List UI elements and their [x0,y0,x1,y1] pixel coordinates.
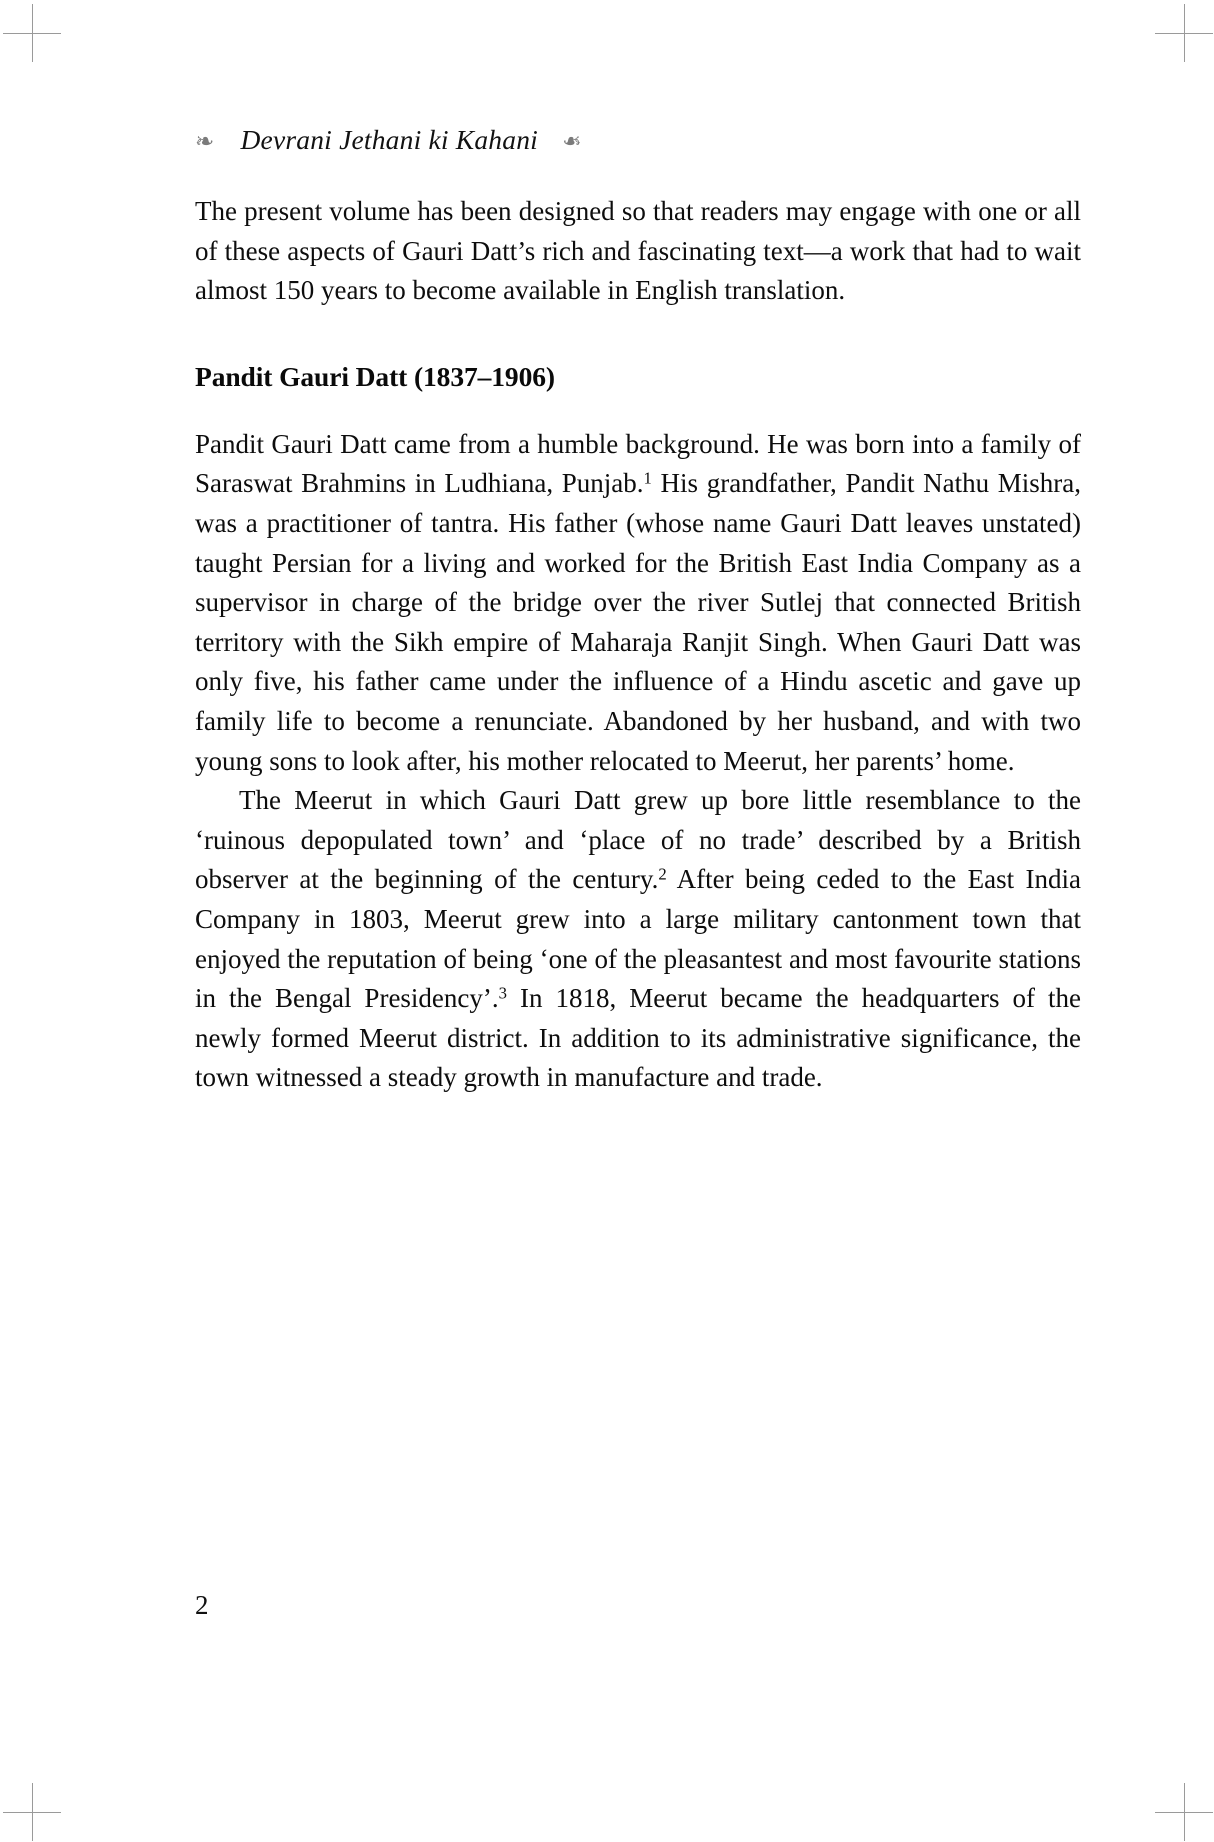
footnote-marker-1[interactable]: 1 [643,468,652,488]
paragraph-text: Pandit Gauri Datt came from a humble background. He was born into a family of Saraswat Brahmins in Ludhiana, Punjab. [195,428,1081,499]
paragraph-text: In 1818, Meerut became the headquarters of the newly formed Meerut district. In addition to its administrative significance, the town witnessed a steady growth in manufacture and trade. [195,983,1081,1093]
footnote-marker-3[interactable]: 3 [498,983,508,1003]
footnote-marker-2[interactable]: 2 [658,864,667,884]
paragraph [195,781,1081,1098]
running-head-title: Devrani Jethani ki Kahani [240,124,538,155]
paragraph: The present volume has been designed so that readers may engage with one or all of these aspects of Gauri Datt’s rich and fascinating text—a work that had to wait almost 150 years to become available in English translation. [195,196,1081,306]
spacer [195,397,1081,425]
floral-heart-ornament-icon: ❧ [195,128,215,154]
paragraph-text: His grandfather, Pandit Nathu Mishra, was a practitioner of tantra. His father (whose name Gauri Datt leaves unstated) taught Persian for a living and worked for the British East India Company as a supervisor in charge of the bridge over the river Sutlej that connected British territory with the Sikh empire of Maharaja Ranjit Singh. When Gauri Datt was only five, his father came under the influence of a Hindu ascetic and gave up family life to become a renunciate. Abandoned by her husband, and with two young sons to look after, his mother relocated to Meerut, her parents’ home. [195,468,1081,776]
paragraph-text: The Meerut in which Gauri Datt grew up bore little resemblance to the ‘ruinous depopulated town’ and ‘place of no trade’ described by a British observer at the beginning of the century. [195,785,1081,895]
paragraph [195,425,1081,781]
running-head [195,118,1081,162]
paragraph-text: After being ceded to the East India Company in 1803, Meerut grew into a large military cantonment town that enjoyed the reputation of being ‘one of the pleasantest and most favourite stations in the Bengal Presidency’. [195,864,1081,1014]
page-number: 2 [195,1590,209,1620]
text-block [195,118,1081,1098]
section-heading: Pandit Gauri Datt (1837–1906) [195,360,555,392]
floral-heart-ornament-icon: ❧ [562,128,582,154]
spacer [195,311,1081,357]
